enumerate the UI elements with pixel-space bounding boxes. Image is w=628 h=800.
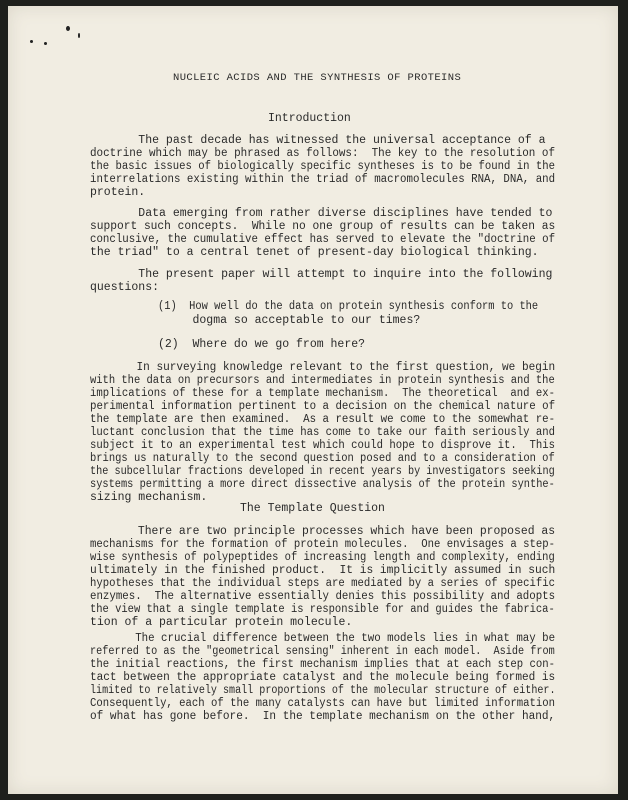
text-line: The present paper will attempt to inquire into the following	[90, 268, 553, 281]
text-line: referred to as the "geometrical sensing" inherent in each model. Aside from	[90, 645, 555, 658]
speck	[78, 33, 80, 38]
text-line: questions:	[90, 281, 160, 294]
text-line: systems permitting a more direct dissective analysis of the protein synthe-	[90, 478, 555, 491]
text-line: doctrine which may be phrased as follows: The key to the resolution of	[90, 147, 555, 160]
speck	[30, 40, 33, 43]
question-1	[158, 300, 538, 328]
question-2	[158, 338, 538, 352]
text-line: (1) How well do the data on protein synthesis conform to the	[158, 300, 539, 313]
text-line: hypotheses that the individual steps are mediated by a series of specific	[90, 577, 556, 590]
text-line: dogma so acceptable to our times?	[158, 314, 421, 327]
text-line: ultimately in the finished product. It is implicitly assumed in such	[90, 564, 556, 577]
paragraph-6	[90, 632, 555, 723]
text-line: the subcellular fractions developed in recent years by investigators seeking	[90, 465, 555, 478]
text-line: the view that a single template is responsible for and guides the fabrica-	[90, 603, 555, 616]
text-line: Consequently, each of the many catalysts can have but limited information	[90, 697, 556, 710]
text-line: protein.	[90, 186, 146, 199]
text-line: There are two principle processes which have been proposed as	[90, 525, 556, 538]
text-line: brings us naturally to the second question posed and to a consideration of	[90, 452, 555, 465]
text-line: with the data on precursors and intermediates in protein synthesis and the	[90, 374, 555, 387]
text-line: of what has gone before. In the template mechanism on the other hand,	[90, 710, 556, 723]
document-title: NUCLEIC ACIDS AND THE SYNTHESIS OF PROTEINS	[173, 72, 462, 84]
document-page	[8, 6, 618, 794]
text-line: limited to relatively small proportions of the molecular structure of either.	[90, 684, 556, 697]
text-line: the template are then examined. As a result we come to the somewhat re-	[90, 413, 556, 426]
text-line: the initial reactions, the first mechanism implies that at each step con-	[90, 658, 556, 671]
text-line: sizing mechanism.	[90, 491, 208, 504]
text-line: Data emerging from rather diverse disciplines have tended to	[90, 207, 553, 220]
text-line: mechanisms for the formation of protein molecules. One envisages a step-	[90, 538, 556, 551]
paragraph-4	[90, 361, 555, 504]
paragraph-5	[90, 525, 555, 629]
speck	[44, 42, 47, 45]
text-line: perimental information pertinent to a decision on the chemical nature of	[90, 400, 556, 413]
text-line: the basic issues of biologically specific syntheses is to be found in the	[90, 160, 556, 173]
text-line: the triad" to a central tenet of present-day biological thinking.	[90, 246, 539, 259]
text-line: wise synthesis of polypeptides of increasing length and complexity, ending	[90, 551, 555, 564]
text-line: The past decade has witnessed the universal acceptance of a	[90, 134, 546, 147]
section-heading-template-question: The Template Question	[240, 502, 385, 515]
speck	[66, 26, 70, 31]
text-line: subject it to an experimental test which could hope to disprove it. This	[90, 439, 556, 452]
paragraph-3	[90, 268, 555, 294]
text-line: luctant conclusion that the time has come to take our faith seriously and	[90, 426, 556, 439]
text-line: tact between the appropriate catalyst and the molecule being formed is	[90, 671, 556, 684]
paragraph-2	[90, 207, 555, 259]
text-line: tion of a particular protein molecule.	[90, 616, 353, 629]
paragraph-1	[90, 134, 555, 199]
text-line: The crucial difference between the two models lies in what may be	[90, 632, 556, 645]
text-line: enzymes. The alternative essentially denies this possibility and adopts	[90, 590, 556, 603]
section-heading-introduction: Introduction	[268, 112, 351, 125]
text-line: conclusive, the cumulative effect has served to elevate the "doctrine of	[90, 233, 556, 246]
text-line: In surveying knowledge relevant to the first question, we begin	[90, 361, 556, 374]
text-line: (2) Where do we go from here?	[158, 338, 366, 351]
text-line: support such concepts. While no one group of results can be taken as	[90, 220, 556, 233]
text-line: interrelations existing within the triad of macromolecules RNA, DNA, and	[90, 173, 556, 186]
text-line: implications of these for a template mechanism. The theoretical and ex-	[90, 387, 556, 400]
